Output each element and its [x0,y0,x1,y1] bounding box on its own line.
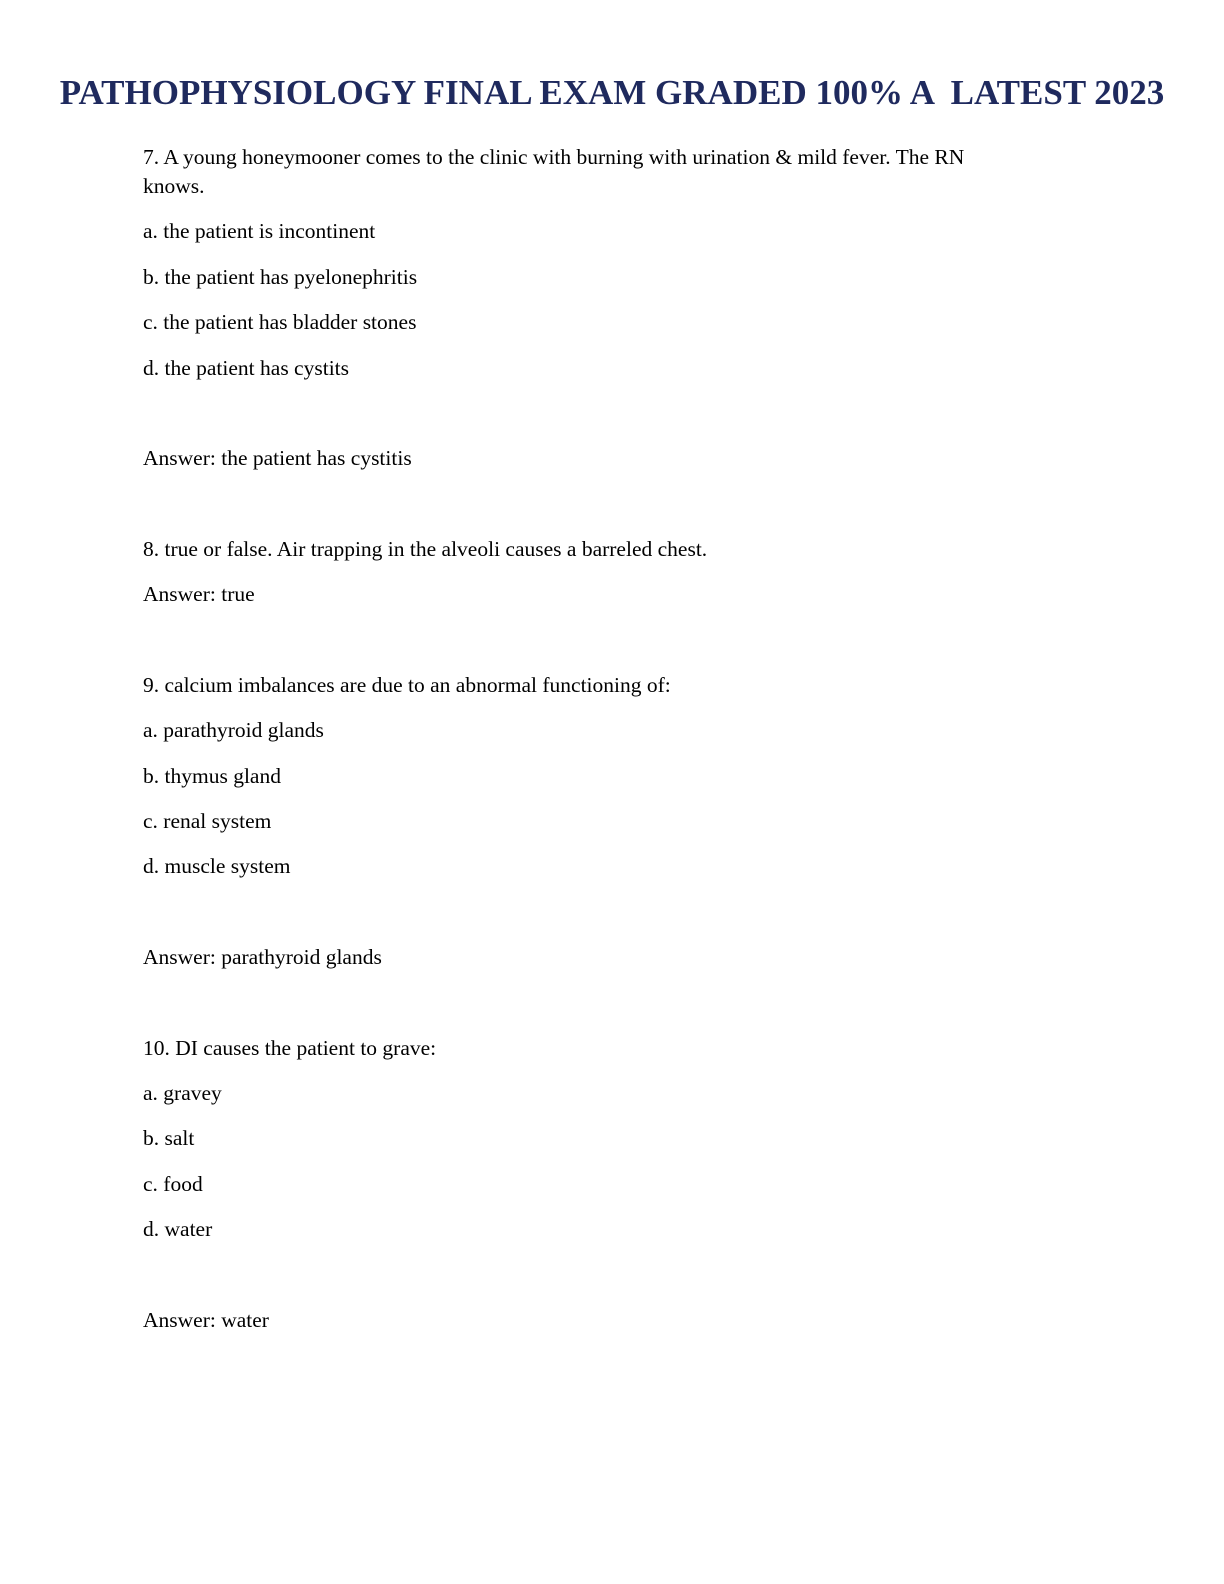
question-10-option-c: c. food [143,1172,203,1196]
question-7-option-d: d. the patient has cystits [143,356,350,380]
question-7-stem: 7. A young honeymooner comes to the clinic with burning with urination & mild fever. The RN [143,145,965,169]
question-7-answer: Answer: the patient has cystitis [143,446,412,470]
question-9-answer: Answer: parathyroid glands [143,945,382,969]
document-title: PATHOPHYSIOLOGY FINAL EXAM GRADED 100% A LATEST 2023 [59,73,1165,112]
question-10-answer: Answer: water [143,1308,269,1332]
question-7-option-a: a. the patient is incontinent [143,219,376,243]
question-7-stem-continued: knows. [143,174,205,198]
question-10-option-a: a. gravey [143,1081,222,1105]
question-9-option-b: b. thymus gland [143,764,281,788]
question-9-option-c: c. renal system [143,809,272,833]
question-9-option-a: a. parathyroid glands [143,718,324,742]
question-10-stem: 10. DI causes the patient to grave: [143,1036,437,1060]
question-9-stem: 9. calcium imbalances are due to an abnormal functioning of: [143,673,671,697]
question-10-option-b: b. salt [143,1126,195,1150]
question-7-option-b: b. the patient has pyelonephritis [143,265,418,289]
question-10-option-d: d. water [143,1217,213,1241]
question-9-option-d: d. muscle system [143,854,291,878]
question-8-answer: Answer: true [143,582,255,606]
question-7-option-c: c. the patient has bladder stones [143,310,417,334]
question-8-stem: 8. true or false. Air trapping in the alveoli causes a barreled chest. [143,537,708,561]
